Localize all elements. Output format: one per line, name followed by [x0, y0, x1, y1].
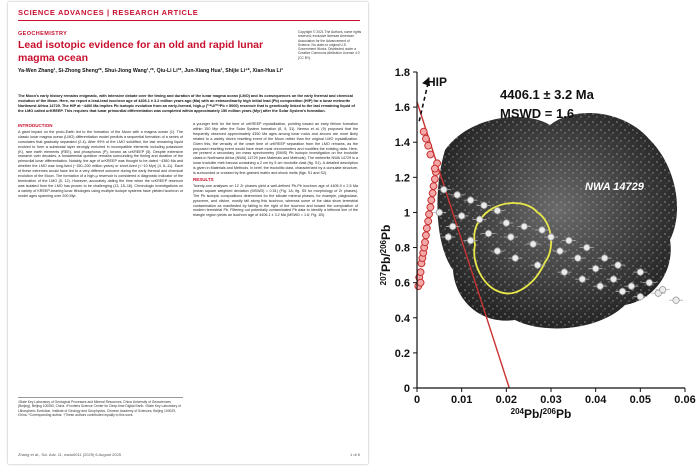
y-tick-label: 0.6 [394, 277, 410, 290]
y-tick-label: 1.6 [394, 102, 410, 115]
data-point-other [669, 296, 683, 304]
data-point-selected [429, 190, 437, 197]
point-marker [534, 262, 540, 268]
point-marker [610, 276, 616, 282]
point-marker [481, 202, 487, 208]
data-point-selected [424, 218, 432, 225]
data-point-selected [430, 183, 438, 190]
x-tick-label: 0.01 [450, 394, 473, 406]
hip-label: HIP [427, 75, 448, 89]
left-column [18, 122, 183, 199]
mswd-label: MSWD = 1.6 [500, 106, 575, 121]
point-marker [566, 237, 572, 243]
body-text: a younger limit for the time of urKREEP crystallization, pointing toward an early lithium formation within 150 Myr after the Solar System formation (6, 9, 31). Nemsu et al. (9) proposed that the frequently observed approximately 4350 Ma ages among lunar rocks and zircons are more likely related to a widely driven resetting event of the Moon rather than the original LMO crystallization. Given this, the veracity of the onset time of urKREEP separation from the LMO remains, as the proposed resetting event would have reset most chronometers and modifies the existing data. Here, we present a secondary ion mass spectrometry (SIMS) Pb isotopic investigation on the troctolite clasts in Northwest Africa (NWA) 14729 (see Materials and Methods). The meteorite NWA 14729 is a lunar troctolite melt breccia containing a 2 cm by 5 cm troctolite clast (fig. S1). A detailed description is given in Materials and Methods. In brief, the troctolitic clast, characterized by a cumulate structure, is surrounded or crossed by fine-grained matrix and shock melts (figs. S1 and S2). [193, 122, 358, 176]
abstract: The Moon's early history remains enigmatic, with intensive debate over the timing and duration of the lunar magma ocean (LMO) and its consequences on the early thermal and chemical evolution of the Moon. Here, we report a lead-lead isochron age of 4406.1 ± 3.2 million years ago (Ma) with an extraordinarily high initial lead (Pb) composition (HIP) for a lunar meteorite Northwest Africa 14729. The HIP at ~4406 Ma implies Pb isotopic evolution from an early-formed, high-µ (²³⁸U/²⁰⁴Pb > 5000) reservoir that is genetically linked to the last remaining liquid of the LMO called urKREEP. This requires that lunar primordial differentiation was completed within approximately 150 million years (Myr) after the Solar System's formation. [18, 94, 355, 113]
point-marker [431, 176, 438, 183]
point-marker [422, 239, 429, 246]
x-tick-label: 0 [413, 394, 421, 406]
journal-header: SCIENCE ADVANCES | RESEARCH ARTICLE [18, 8, 199, 17]
point-marker [557, 248, 563, 254]
affiliations-footnote: ¹State Key Laboratory of Geological Processes and Mineral Resources, China University of Geosciences (Beijing), Beijing 100083, China. ²Frontiers Science Center for Deep-time Digital Earth. ³State Key Laboratory of Lithospheric Evolution, Institute of Geology and Geophysics, Chinese Academy of Sciences, Beijing 100029, China. *Corresponding author. †These authors contributed equally to this work. [18, 397, 183, 417]
point-marker [615, 262, 621, 268]
article-title: Lead isotopic evidence for an old and rapid lunar magma ocean [18, 39, 264, 64]
point-marker [628, 283, 634, 289]
intro-text: A giant impact on the proto-Earth led to the formation of the Moon with a magma ocean (1). The classic lunar magma ocean (LMO) differentiation model predicts a sequential formation of a series of cumulates that gradually separated (2-4). After 99% of the LMO solidified, the last remaining liquid evolved to form a substratal layer strongly enriched in incompatible elements including potassium (K), rare earth elements (REE), and phosphorus (P), known as urKREEP (5). Despite extensive research over decades, a fundamental question remains surrounding the timing and duration of the primordial lunar differentiation. Notably, the age of urKREEP was thought to be dated ~4360 Ma and whether the LMO was long-lived (~150–200 million years) or short-lived (<~10 Myr) (4, 6–11). Each of these extremes would have led to a very different outcome during the early thermal and chemical evolution of the Moon. The formation of a high-µ reservoir is considered a diagnostic indicator of the termination of the LMO (5, 12). However, accurately dating the time when the urKREEP reservoir was isolated from the LMO has proven to be challenging (13, 15–16). Chronologic investigations on a variety of KREEP-bearing lunar lithologies using multiple isotope systems have yielded isochron or model ages spanning over 200 Myr. [18, 129, 183, 198]
point-marker [425, 142, 432, 149]
results-text: Twenty-one analyses on 12 Zr phases yield a well-defined Pb-Pb isochron age of 4405.9 ± 2.5 Ma (mean square weighted deviation (MSWD) = 0.51) (Fig. 1A; fig. S5 for morphology of Zr phases). The Pb isotopic compositions determined for the silicate mineral phases, for example, plagioclase, pyroxene, and olivine, mostly fall along this isochron, whereas some of the data show terrestrial contamination as manifested by falling to the right of the isochron and toward the composition of modern terrestrial Pb. Filtering out potentially contaminated Pb data to identify a leftmost line of the triangle region yields an isochron age of 4406.1 ± 3.2 Ma (MSWD = 1.6; Fig. 1B). [193, 183, 358, 218]
data-point-selected [431, 165, 439, 172]
point-marker [521, 223, 527, 229]
point-marker [428, 197, 435, 204]
isochron-figure [375, 0, 700, 467]
point-marker [548, 234, 554, 240]
y-tick-label: 1.2 [394, 172, 410, 185]
point-marker [425, 218, 432, 225]
point-marker [450, 223, 456, 229]
x-axis-label: $^{204}$Pb/$^{206}$Pb [510, 406, 572, 421]
point-marker [575, 255, 581, 261]
point-marker [417, 269, 424, 276]
point-marker [539, 227, 545, 233]
point-marker [458, 213, 464, 219]
point-marker [423, 225, 430, 232]
x-tick-label: 0.04 [584, 394, 607, 406]
point-marker [592, 265, 598, 271]
data-point-selected [424, 142, 432, 149]
x-tick-label: 0.06 [674, 394, 696, 406]
x-tick-label: 0.02 [495, 394, 518, 406]
data-point-selected [431, 176, 439, 183]
point-marker [512, 255, 518, 261]
point-marker [436, 209, 442, 215]
y-tick-label: 0 [403, 383, 410, 395]
age-label: 4406.1 ± 3.2 Ma [500, 87, 594, 102]
y-axis-label: $^{207}$Pb/$^{206}$Pb [378, 224, 393, 286]
point-marker [584, 244, 590, 250]
point-marker [601, 255, 607, 261]
point-marker [467, 197, 473, 203]
point-marker [426, 211, 433, 218]
point-marker [619, 288, 625, 294]
page-number: 1 of 6 [349, 452, 360, 457]
point-marker [430, 183, 437, 190]
point-marker [530, 241, 536, 247]
article-page [8, 2, 368, 464]
citation-line: Zhang et al., Sci. Adv. 11, eadu0011 (2025) 6 August 2025 [18, 452, 121, 457]
data-point-selected [421, 239, 429, 246]
point-marker [485, 230, 491, 236]
data-point-selected [417, 279, 425, 286]
data-point-selected [426, 151, 434, 158]
data-point-selected [425, 211, 433, 218]
author-list: Ya-Wen Zhang¹, Si-Zhong Sheng²*, Shui-Jiong Wang¹,²*, Qiu-Li Li³*, Jun-Xiang Hua¹, Shijie Li⁴*, Xian-Hua Li³ [18, 68, 283, 74]
y-tick-label: 1.8 [394, 67, 410, 79]
data-point-selected [417, 269, 425, 276]
point-marker [503, 220, 509, 226]
page-footer [18, 452, 360, 457]
point-marker [659, 286, 665, 292]
point-marker [494, 248, 500, 254]
point-marker [429, 190, 436, 197]
y-tick-label: 0.2 [394, 347, 410, 360]
y-tick-label: 1.4 [394, 137, 410, 150]
point-marker [646, 279, 652, 285]
point-marker [637, 294, 643, 300]
y-tick-label: 1 [403, 207, 410, 220]
point-marker [508, 234, 514, 240]
data-point-selected [423, 225, 431, 232]
point-marker [579, 276, 585, 282]
point-marker [597, 283, 603, 289]
y-tick-label: 0.4 [394, 312, 410, 325]
data-point-selected [422, 135, 430, 142]
point-marker [423, 135, 430, 142]
meteorite-label: NWA 14729 [585, 181, 644, 193]
point-marker [494, 207, 500, 213]
copyright-notice: Copyright © 2021 The Authors, some rights reserved; exclusive licensee American Association for the Advancement of Science. No claim to original U.S. Government Works. Distributed under a Creative Commons Attribution License 4.0 (CC BY). [298, 30, 362, 60]
x-tick-label: 0.03 [540, 394, 562, 406]
point-marker [467, 237, 473, 243]
data-point-selected [427, 197, 435, 204]
point-marker [427, 204, 434, 211]
x-tick-label: 0.05 [629, 394, 652, 406]
section-tag: GEOCHEMISTRY [18, 31, 68, 37]
point-marker [431, 165, 438, 172]
y-tick-label: 0.8 [394, 242, 410, 255]
results-heading: RESULTS [193, 176, 214, 182]
intro-heading: INTRODUCTION [18, 123, 53, 128]
point-marker [441, 186, 447, 192]
point-marker [561, 269, 567, 275]
point-marker [427, 151, 434, 158]
header-rule [18, 20, 360, 21]
data-point-selected [420, 128, 428, 135]
point-marker [420, 128, 427, 135]
point-marker [423, 232, 430, 239]
data-point-selected [422, 232, 430, 239]
point-marker [476, 216, 482, 222]
point-marker [637, 269, 643, 275]
data-point-selected [426, 204, 434, 211]
point-marker [454, 192, 460, 198]
point-marker [673, 297, 679, 303]
point-marker [417, 279, 424, 286]
right-column [193, 122, 358, 218]
point-marker [445, 234, 451, 240]
